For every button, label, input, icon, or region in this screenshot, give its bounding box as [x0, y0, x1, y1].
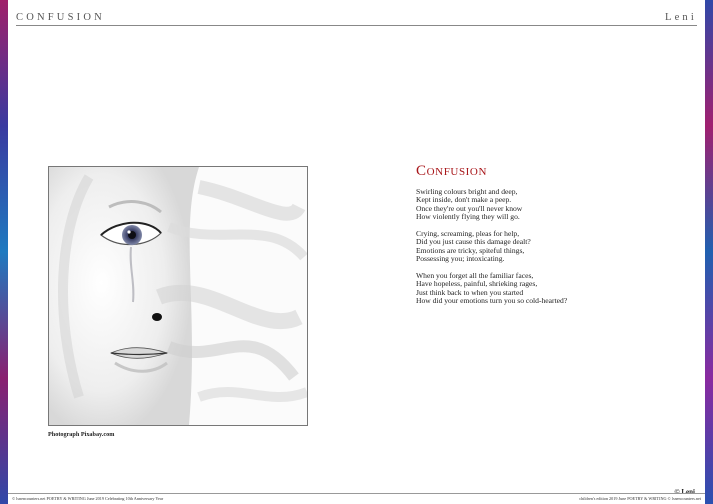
face-photograph — [48, 166, 308, 426]
poem-line: How violently flying they will go. — [416, 212, 520, 222]
poem-line: How did your emotions turn you so cold-hearted? — [416, 296, 568, 306]
stanza-1 — [416, 188, 522, 222]
decorative-border-right — [705, 0, 713, 504]
page — [8, 0, 705, 504]
poem-line: Once they're out you'll never know — [416, 203, 523, 213]
footer-left-text: © lsnencounters.net POETRY & WRITING June 2019 Celebrating 10th Anniversary Year — [12, 496, 164, 501]
stanza-3 — [416, 272, 567, 306]
footer-divider — [8, 493, 705, 494]
footer-right-text: children's edition 2019 June POETRY & WRITING © lsnencounters.net — [579, 496, 701, 501]
poem-line: When you forget all the familiar faces, — [416, 271, 534, 280]
poem-line: Emotions are tricky, spiteful things, — [416, 245, 525, 255]
header-title: CONFUSION — [16, 12, 105, 23]
decorative-border-left — [0, 0, 8, 504]
poem-line: Have hopeless, painful, shrieking rages, — [416, 279, 538, 289]
poem-line: Swirling colours bright and deep, — [416, 187, 518, 196]
poem-title: Confusion — [416, 163, 488, 179]
poem-line: Possessing you; intoxicating. — [416, 254, 505, 264]
poem-line: Just think back to when you started — [416, 287, 524, 297]
poem-line: Crying, screaming, pleas for help, — [416, 229, 520, 238]
author-signature: © Leni — [674, 488, 695, 496]
poem-line: Did you just cause this damage dealt? — [416, 237, 531, 247]
header-divider — [16, 25, 697, 26]
poem-line: Kept inside, don't make a peep. — [416, 195, 512, 205]
photo-caption: Photograph Pixabay.com — [48, 431, 115, 438]
stanza-2 — [416, 230, 531, 264]
header-author: Leni — [664, 12, 697, 23]
